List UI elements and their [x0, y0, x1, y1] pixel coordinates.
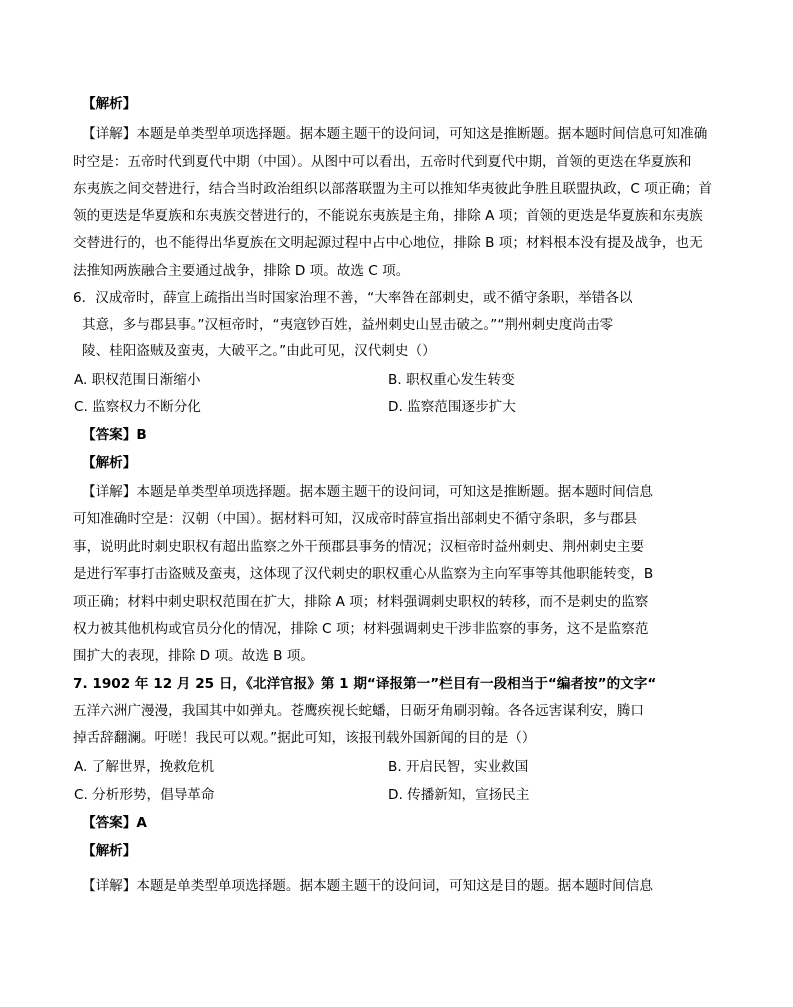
q7-option-a: A. 了解世界，挽救危机 — [74, 759, 215, 775]
q6-explanation-line-5: 项正确；材料中刺史职权范围在扩大，排除 A 项；材料强调刺史职权的转移，而不是刺史的监察 — [73, 594, 649, 610]
q6-analysis-label: 【解析】 — [82, 455, 137, 471]
q6-explanation-line-3: 事，说明此时刺史职权有超出监察之外干预郡县事务的情况；汉桓帝时益州刺史、荆州刺史主要 — [73, 539, 644, 555]
q7-answer — [82, 813, 147, 833]
prev-explanation-line-6: 法推知两族融合主要通过战争，排除 D 项。故选 C 项。 — [73, 263, 410, 279]
q6-option-a: A. 职权范围日渐缩小 — [74, 372, 201, 388]
q6-stem-line-1: 6．汉成帝时，薛宣上疏指出当时国家治理不善，“大率咎在部刺史，或不循守条职，举错各以 — [73, 290, 633, 306]
q6-explanation-line-2: 可知准确时空是：汉朝（中国）。据材料可知，汉成帝时薛宣指出部刺史不循守条职，多与郡县 — [73, 511, 638, 527]
q6-answer-value: B — [136, 427, 147, 443]
prev-explanation-line-5: 交替进行的，也不能得出华夏族在文明起源过程中占中心地位，排除 B 项；材料根本没有提及战争，也无 — [73, 235, 703, 251]
answer-label: 【答案】 — [82, 427, 137, 443]
q7-analysis-label: 【解析】 — [82, 843, 137, 859]
prev-explanation-line-1: 【详解】本题是单类型单项选择题。据本题主题干的设问词，可知这是推断题。据本题时间信息可知准确 — [82, 126, 708, 142]
q6-explanation-line-7: 围扩大的表现，排除 D 项。故选 B 项。 — [73, 648, 314, 664]
q7-explanation-line-1: 【详解】本题是单类型单项选择题。据本题主题干的设问词，可知这是目的题。据本题时间信息 — [82, 878, 653, 894]
q7-option-d: D. 传播新知，宣扬民主 — [388, 787, 530, 803]
q6-answer — [82, 425, 147, 445]
analysis-label: 【解析】 — [82, 96, 137, 112]
q6-explanation-line-4: 是进行军事打击盗贼及蛮夷，这体现了汉代刺史的职权重心从监察为主向军事等其他职能转变，B — [73, 566, 654, 582]
q7-stem-line-1: 7. 1902 年 12 月 25 日，《北洋官报》第 1 期“译报第一”栏目有一段相当于“编者按”的文字“ — [73, 676, 657, 692]
q7-option-b: B. 开启民智，实业救国 — [388, 759, 529, 775]
q7-stem-line-3: 掉舌辞翻澜。吁嗟！我民可以观。”据此可知，该报刊载外国新闻的目的是（） — [73, 730, 536, 746]
answer-label: 【答案】 — [82, 815, 137, 831]
q7-stem-line-2: 五洋六洲广漫漫，我国其中如弹丸。苍鹰疾视长蛇蟠，日砺牙角刷羽翰。各各远害谋利安，腾口 — [73, 703, 644, 719]
prev-explanation-line-2: 时空是：五帝时代到夏代中期（中国）。从图中可以看出，五帝时代到夏代中期，首领的更迭在华夏族和 — [73, 154, 692, 170]
q6-stem-line-3: 陵、桂阳盗贼及蛮夷，大破平之。”由此可见，汉代刺史（） — [82, 343, 436, 359]
q6-explanation-line-1: 【详解】本题是单类型单项选择题。据本题主题干的设问词，可知这是推断题。据本题时间信息 — [82, 484, 653, 500]
prev-explanation-line-4: 领的更迭是华夏族和东夷族交替进行的，不能说东夷族是主角，排除 A 项；首领的更迭是华夏族和东夷族 — [73, 208, 703, 224]
prev-explanation-line-3: 东夷族之间交替进行，结合当时政治组织以部落联盟为主可以推知华夷彼此争胜且联盟执政，C 项正确；首 — [73, 181, 713, 197]
q6-option-c: C. 监察权力不断分化 — [74, 399, 201, 415]
q7-answer-value: A — [136, 815, 147, 831]
q6-option-b: B. 职权重心发生转变 — [388, 372, 515, 388]
q6-stem-line-2: 其意，多与郡县事。”汉桓帝时，“夷寇钞百姓，益州刺史山昱击破之。”“荆州刺史度尚击零 — [82, 317, 614, 333]
q6-explanation-line-6: 权力被其他机构或官员分化的情况，排除 C 项；材料强调刺史干涉非监察的事务，这不是监察范 — [73, 621, 649, 637]
q6-option-d: D. 监察范围逐步扩大 — [388, 399, 516, 415]
q7-option-c: C. 分析形势，倡导革命 — [74, 787, 215, 803]
